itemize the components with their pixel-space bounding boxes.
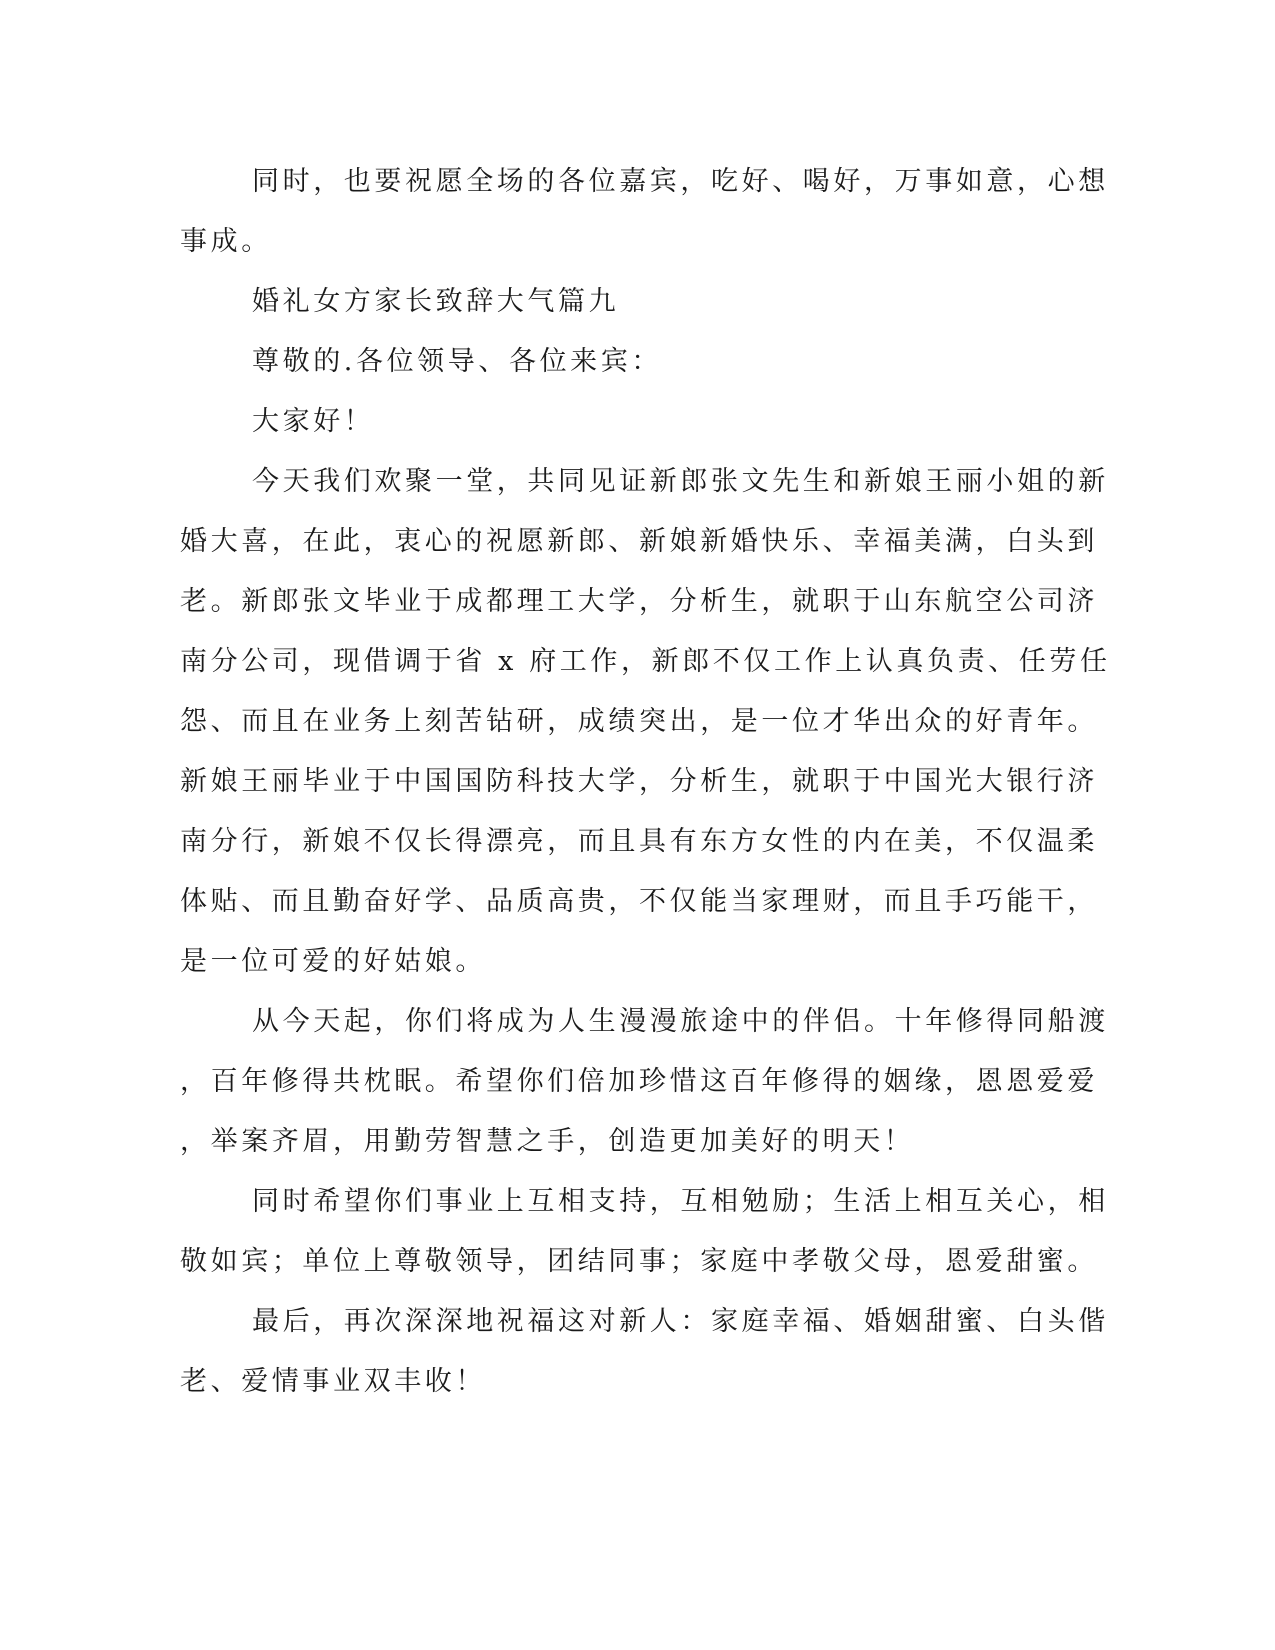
text-line: ，举案齐眉，用勤劳智慧之手，创造更加美好的明天！ <box>180 1126 915 1157</box>
text-line: 怨、而且在业务上刻苦钻研，成绩突出，是一位才华出众的好青年。 <box>180 706 1098 737</box>
text-line: 今天我们欢聚一堂，共同见证新郎张文先生和新娘王丽小姐的新 <box>252 466 1109 497</box>
text-line: 最后，再次深深地祝福这对新人：家庭幸福、婚姻甜蜜、白头偕 <box>252 1306 1109 1337</box>
section-heading: 婚礼女方家长致辞大气篇九 <box>252 286 620 317</box>
text-line: 同时，也要祝愿全场的各位嘉宾，吃好、喝好，万事如意，心想 <box>252 166 1109 197</box>
text-line: 事成。 <box>180 226 272 257</box>
document-body <box>180 152 1111 1412</box>
greeting: 大家好！ <box>252 406 375 437</box>
text-line: 从今天起，你们将成为人生漫漫旅途中的伴侣。十年修得同船渡 <box>252 1006 1109 1037</box>
text-line: 是一位可爱的好姑娘。 <box>180 946 486 977</box>
text-line: 南分行，新娘不仅长得漂亮，而且具有东方女性的内在美，不仅温柔 <box>180 826 1098 857</box>
text-line: 南分公司，现借调于省 x 府工作，新郎不仅工作上认真负责、任劳任 <box>180 646 1111 677</box>
text-line: 敬如宾；单位上尊敬领导，团结同事；家庭中孝敬父母，恩爱甜蜜。 <box>180 1246 1098 1277</box>
text-line: 同时希望你们事业上互相支持，互相勉励；生活上相互关心，相 <box>252 1186 1109 1217</box>
text-line: 新娘王丽毕业于中国国防科技大学，分析生，就职于中国光大银行济 <box>180 766 1098 797</box>
salutation: 尊敬的.各位领导、各位来宾： <box>252 346 662 377</box>
text-line: ，百年修得共枕眠。希望你们倍加珍惜这百年修得的姻缘，恩恩爱爱 <box>180 1066 1098 1097</box>
text-line: 婚大喜，在此，衷心的祝愿新郎、新娘新婚快乐、幸福美满，白头到 <box>180 526 1098 557</box>
text-line: 老。新郎张文毕业于成都理工大学，分析生，就职于山东航空公司济 <box>180 586 1098 617</box>
text-line: 体贴、而且勤奋好学、品质高贵，不仅能当家理财，而且手巧能干， <box>180 886 1098 917</box>
text-line: 老、爱情事业双丰收！ <box>180 1366 486 1397</box>
